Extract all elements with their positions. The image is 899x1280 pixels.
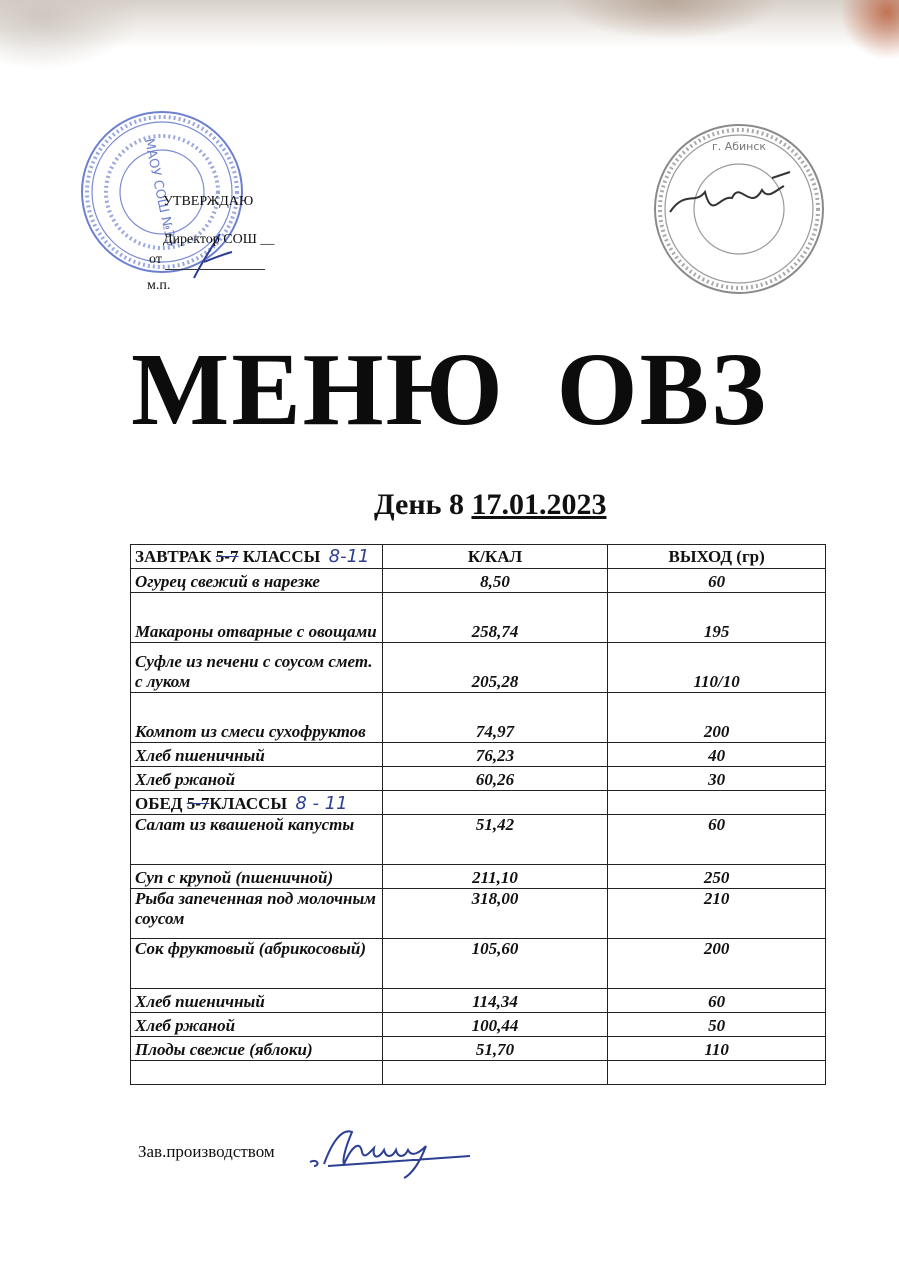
approval-director: Директор СОШ __	[163, 232, 275, 247]
header-meal-label: ЗАВТРАК	[135, 546, 212, 566]
approval-title: УТВЕРЖДАЮ	[163, 194, 254, 209]
header-meal-cell	[131, 545, 383, 569]
dish-name: Плоды свежие (яблоки)	[131, 1037, 383, 1061]
empty-cell	[608, 1061, 826, 1085]
lunch-section-row	[131, 791, 826, 815]
dish-name: Суфле из печени с соусом смет. с луком	[131, 643, 383, 693]
table-row	[131, 939, 826, 989]
dish-kcal: 51,70	[382, 1037, 608, 1061]
dish-output: 250	[608, 865, 826, 889]
empty-cell	[131, 1061, 383, 1085]
table-row	[131, 815, 826, 865]
day-date: 17.01.2023	[471, 488, 607, 521]
lunch-struck-grades: 5-7	[186, 794, 210, 813]
dish-output: 50	[608, 1013, 826, 1037]
table-header-row	[131, 545, 826, 569]
dish-name: Салат из квашеной капусты	[131, 815, 383, 865]
dish-output: 60	[608, 569, 826, 593]
lunch-classes-label: КЛАССЫ	[209, 794, 288, 813]
dish-name: Сок фруктовый (абрикосовый)	[131, 939, 383, 989]
dish-name: Хлеб пшеничный	[131, 989, 383, 1013]
day-heading	[374, 488, 606, 522]
header-handwritten-grades: 8-11	[328, 545, 370, 567]
dish-output: 30	[608, 767, 826, 791]
approval-seal-mark: м.п.	[147, 278, 171, 293]
dish-name: Рыба запеченная под молочным соусом	[131, 889, 383, 939]
dish-output: 60	[608, 989, 826, 1013]
table-row	[131, 1037, 826, 1061]
table-row	[131, 693, 826, 743]
stamp-left-text: МАОУ СОШ №33	[140, 137, 179, 248]
dish-kcal: 76,23	[382, 743, 608, 767]
dish-kcal: 258,74	[382, 593, 608, 643]
dish-kcal: 51,42	[382, 815, 608, 865]
table-row	[131, 889, 826, 939]
dish-kcal: 8,50	[382, 569, 608, 593]
approval-date-label: от	[149, 252, 162, 267]
table-row	[131, 767, 826, 791]
dish-kcal: 60,26	[382, 767, 608, 791]
page-title: МЕНЮ ОВЗ	[131, 332, 768, 447]
dish-output: 40	[608, 743, 826, 767]
table-row	[131, 989, 826, 1013]
manager-signature	[308, 1122, 478, 1182]
table-row-empty	[131, 1061, 826, 1085]
dish-output: 195	[608, 593, 826, 643]
header-classes-label: КЛАССЫ	[242, 546, 321, 566]
dish-output: 200	[608, 693, 826, 743]
stamp-right-text: г. Абинск	[711, 140, 767, 153]
day-label: День 8	[374, 488, 464, 521]
table-row	[131, 865, 826, 889]
lunch-handwritten-grades: 8 - 11	[295, 793, 348, 814]
dish-kcal: 318,00	[382, 889, 608, 939]
table-row	[131, 743, 826, 767]
dish-kcal: 205,28	[382, 643, 608, 693]
table-row	[131, 643, 826, 693]
dish-name: Хлеб ржаной	[131, 1013, 383, 1037]
header-struck-grades: 5-7	[215, 546, 239, 566]
empty-cell	[382, 791, 608, 815]
dish-kcal: 74,97	[382, 693, 608, 743]
production-manager-label: Зав.производством	[138, 1142, 275, 1161]
empty-cell	[382, 1061, 608, 1085]
scan-top-edge	[0, 0, 899, 48]
dish-output: 200	[608, 939, 826, 989]
approval-stamp-right	[650, 120, 828, 298]
table-row	[131, 569, 826, 593]
dish-name: Суп с крупой (пшеничной)	[131, 865, 383, 889]
dish-name: Хлеб пшеничный	[131, 743, 383, 767]
dish-name: Компот из смеси сухофруктов	[131, 693, 383, 743]
dish-name: Хлеб ржаной	[131, 767, 383, 791]
table-row	[131, 593, 826, 643]
dish-kcal: 100,44	[382, 1013, 608, 1037]
empty-cell	[608, 791, 826, 815]
menu-table	[130, 544, 826, 1085]
dish-kcal: 211,10	[382, 865, 608, 889]
dish-kcal: 105,60	[382, 939, 608, 989]
table-row	[131, 1013, 826, 1037]
dish-output: 210	[608, 889, 826, 939]
lunch-label: ОБЕД	[135, 794, 183, 813]
dish-kcal: 114,34	[382, 989, 608, 1013]
approval-block	[147, 192, 275, 296]
header-kcal: К/КАЛ	[382, 545, 608, 569]
header-output: ВЫХОД (гр)	[608, 545, 826, 569]
lunch-header-cell	[131, 791, 383, 815]
dish-output: 110/10	[608, 643, 826, 693]
dish-output: 60	[608, 815, 826, 865]
dish-name: Огурец свежий в нарезке	[131, 569, 383, 593]
dish-output: 110	[608, 1037, 826, 1061]
dish-name: Макароны отварные с овощами	[131, 593, 383, 643]
